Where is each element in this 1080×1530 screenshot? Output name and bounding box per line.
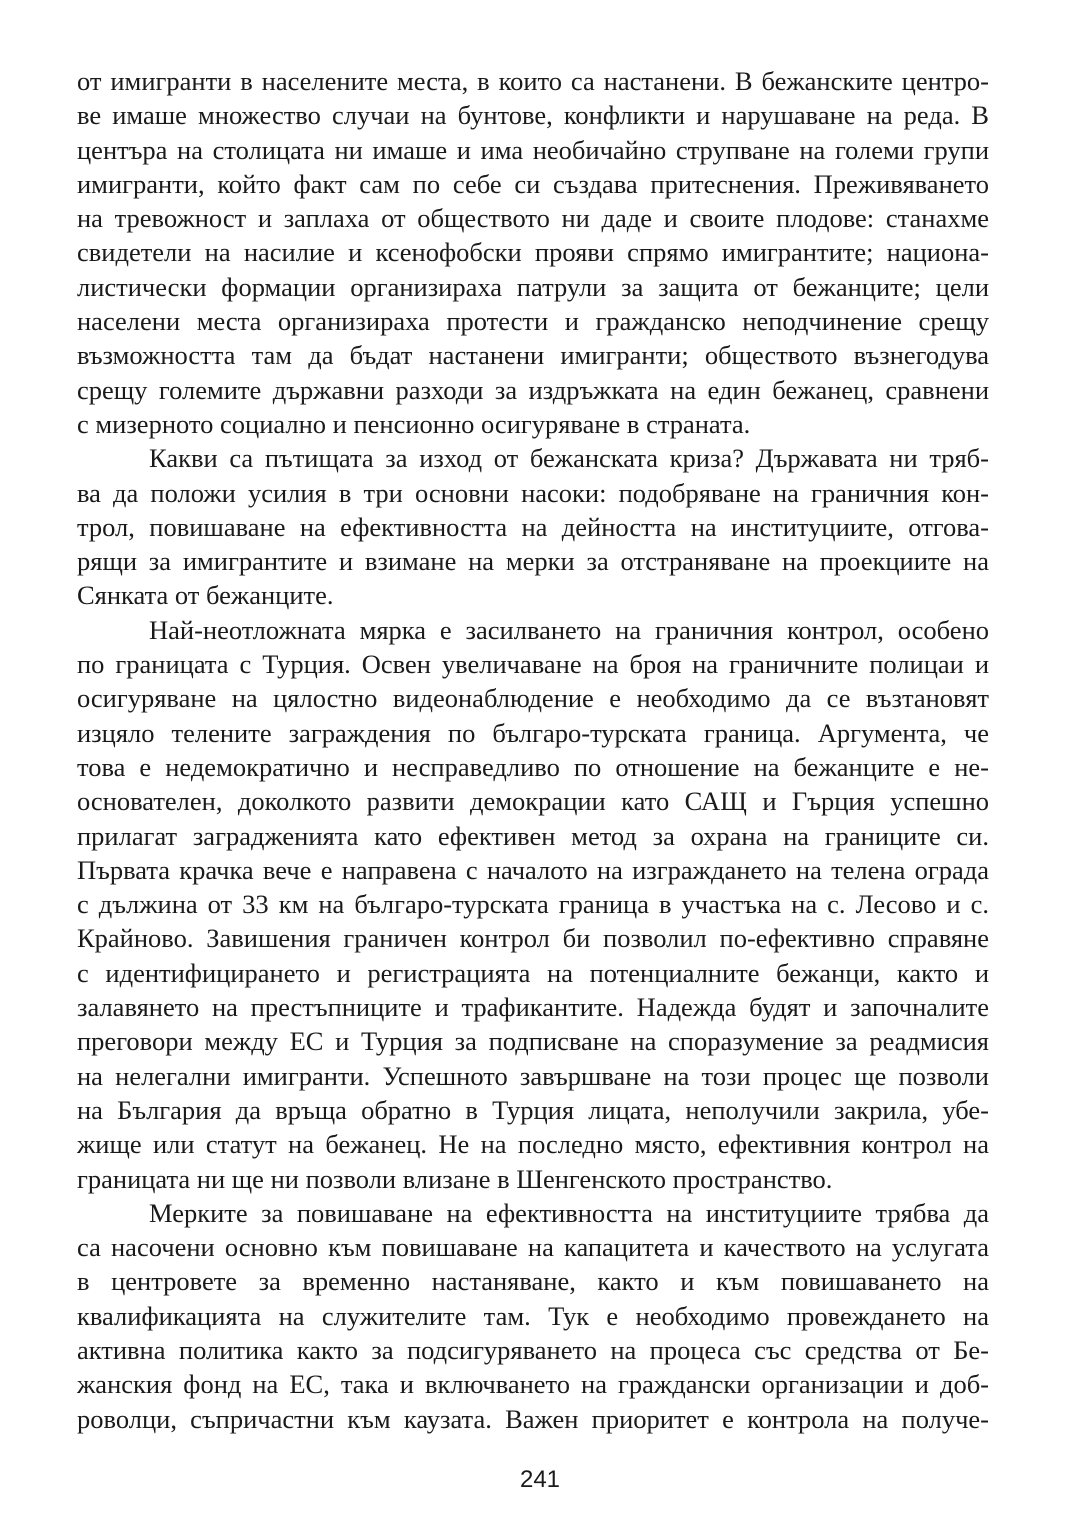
text-line: населени места организираха протести и гражданско неподчинение срещу bbox=[77, 306, 989, 337]
paragraph bbox=[77, 1196, 989, 1436]
text-line: са насочени основно към повишаване на капацитета и качеството на услугата bbox=[77, 1232, 989, 1263]
text-line: ве имаше множество случаи на бунтове, конфликти и нарушаване на реда. В bbox=[77, 100, 989, 131]
paragraph bbox=[77, 64, 989, 441]
text-line: квалификацията на служителите там. Тук е необходимо провеждането на bbox=[77, 1300, 989, 1331]
text-line: Мерките за повишаване на ефективността на институциите трябва да bbox=[149, 1197, 989, 1228]
text-line: в центровете за временно настаняване, както и към повишаването на bbox=[77, 1266, 989, 1297]
text-line: на България да връща обратно в Турция лицата, неполучили закрила, убе- bbox=[77, 1094, 989, 1125]
page-number: 241 bbox=[519, 1466, 561, 1493]
text-line: свидетели на насилие и ксенофобски прояви спрямо имигрантите; национа- bbox=[77, 237, 989, 268]
text-line: с дължина от 33 км на българо-турската граница в участъка на с. Лесово и с. bbox=[77, 889, 989, 920]
text-line: залавянето на престъпниците и трафикантите. Надежда будят и започналите bbox=[77, 992, 989, 1023]
text-line: роволци, съпричастни към каузата. Важен приоритет е контрола на получе- bbox=[77, 1403, 989, 1434]
paragraph bbox=[77, 441, 989, 612]
text-line: Най-неотложната мярка е засилването на граничния контрол, особено bbox=[149, 614, 989, 645]
text-line: по границата с Турция. Освен увеличаване на броя на граничните полицаи и bbox=[77, 649, 989, 680]
text-line: с идентифицирането и регистрацията на потенциалните бежанци, както и bbox=[77, 957, 989, 988]
text-line: жанския фонд на ЕС, така и включването на граждански организации и доб- bbox=[77, 1369, 989, 1400]
text-line: трол, повишаване на ефективността на дейността на институциите, отгова- bbox=[77, 511, 989, 542]
text-line: Първата крачка вече е направена с началото на изграждането на телена ограда bbox=[77, 854, 989, 885]
text-line: изцяло телените заграждения по българо-турската граница. Аргумента, че bbox=[77, 717, 989, 748]
text-line: рящи за имигрантите и взимане на мерки за отстраняване на проекциите на bbox=[77, 546, 989, 577]
body-text bbox=[77, 64, 989, 1436]
text-line: ва да положи усилия в три основни насоки: подобряване на граничния кон- bbox=[77, 477, 989, 508]
text-line: жище или статут на бежанец. Не на последно място, ефективния контрол на bbox=[77, 1129, 989, 1160]
text-line: на тревожност и заплаха от обществото ни даде и своите плодове: станахме bbox=[77, 203, 989, 234]
text-line: центъра на столицата ни имаше и има необичайно струпване на големи групи bbox=[77, 134, 989, 165]
text-line: Какви са пътищата за изход от бежанската криза? Държавата ни тряб- bbox=[149, 443, 989, 474]
text-line: възможността там да бъдат настанени имигранти; обществото възнегодува bbox=[77, 340, 989, 371]
text-line: от имигранти в населените места, в които са настанени. В бежанските центро- bbox=[77, 66, 989, 96]
text-line: основателен, доколкото развити демокрации като САЩ и Гърция успешно bbox=[77, 786, 989, 817]
text-line: преговори между ЕС и Турция за подписване на споразумение за реадмисия bbox=[77, 1026, 989, 1057]
paragraph bbox=[77, 613, 989, 1196]
text-line: Крайново. Завишения граничен контрол би позволил по-ефективно справяне bbox=[77, 923, 989, 954]
text-line: имигранти, който факт сам по себе си създава притеснения. Преживяването bbox=[77, 168, 989, 199]
text-line: активна политика както за подсигуряването на процеса със средства от Бе- bbox=[77, 1334, 989, 1365]
text-line: това е недемократично и несправедливо по отношение на бежанците е не- bbox=[77, 751, 989, 782]
text-line: на нелегални имигранти. Успешното завършване на този процес ще позволи bbox=[77, 1060, 989, 1091]
text-line: Сянката от бежанците. bbox=[77, 580, 334, 611]
text-line: с мизерното социално и пенсионно осигуряване в страната. bbox=[77, 408, 751, 439]
text-line: срещу големите държавни разходи за издръжката на един бежанец, сравнени bbox=[77, 374, 989, 405]
text-line: прилагат заградженията като ефективен метод за охрана на границите си. bbox=[77, 820, 989, 851]
text-line: границата ни ще ни позволи влизане в Шенгенското пространство. bbox=[77, 1163, 833, 1194]
text-line: осигуряване на цялостно видеонаблюдение е необходимо да се възтановят bbox=[77, 683, 989, 714]
text-line: листически формации организираха патрули за защита от бежанците; цели bbox=[77, 271, 989, 302]
